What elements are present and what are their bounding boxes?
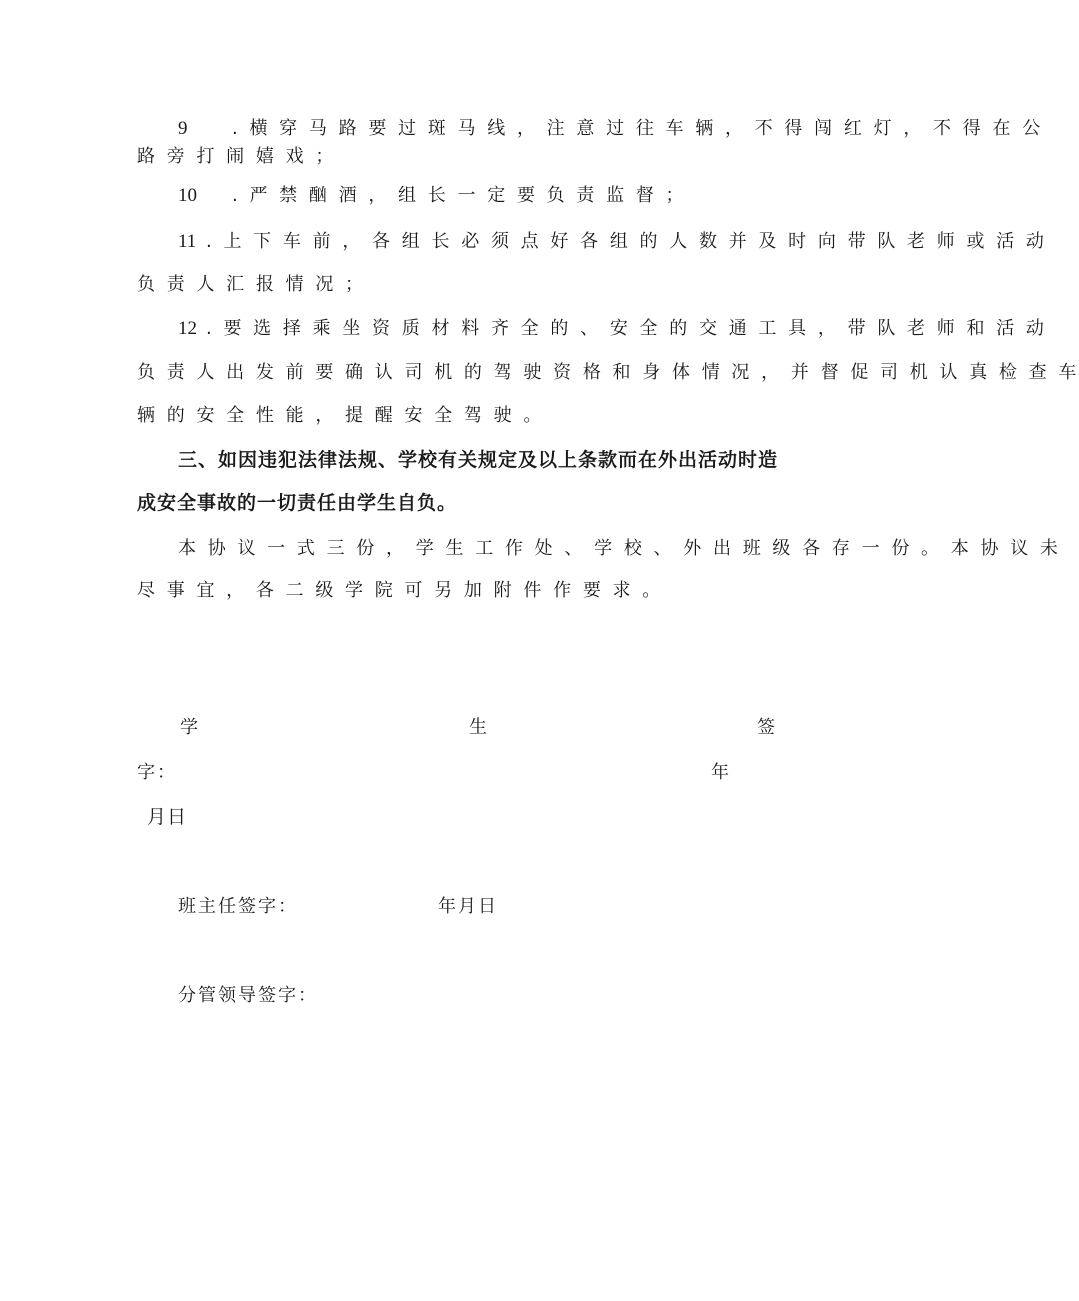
student-sign-char-1: 学 bbox=[180, 717, 200, 738]
head-teacher-sign-date: 年月日 bbox=[438, 896, 498, 917]
item-9-line-2: 路 旁 打 闹 嬉 戏 ； bbox=[137, 146, 337, 167]
item-10-line-1: . 严 禁 酗 酒 ， 组 长 一 定 要 负 责 监 督 ； bbox=[232, 185, 687, 206]
item-10-number: 10 bbox=[178, 185, 197, 206]
agreement-line-1: 本 协 议 一 式 三 份 ， 学 生 工 作 处 、 学 校 、 外 出 班 级 各 存 一 份 。 本 协 议 未 bbox=[178, 538, 1061, 559]
student-sign-char-2: 生 bbox=[469, 717, 489, 738]
item-11-line-2: 负 责 人 汇 报 情 况 ； bbox=[137, 274, 367, 295]
leader-sign-label: 分管领导签字： bbox=[178, 985, 318, 1006]
agreement-line-2: 尽 事 宜 ， 各 二 级 学 院 可 另 加 附 件 作 要 求 。 bbox=[137, 580, 664, 601]
student-sign-tail: 字： bbox=[137, 762, 177, 783]
student-sign-char-3: 签 bbox=[757, 717, 777, 738]
student-sign-month-day: 月日 bbox=[147, 806, 188, 828]
head-teacher-sign-label: 班主任签字： bbox=[178, 896, 298, 917]
item-12-line-3: 辆 的 安 全 性 能 ， 提 醒 安 全 驾 驶 。 bbox=[137, 405, 545, 426]
student-sign-year: 年 bbox=[711, 762, 731, 783]
item-11-number: 11 bbox=[178, 231, 197, 252]
item-12-number: 12 bbox=[178, 318, 197, 339]
item-9-number: 9 bbox=[178, 118, 188, 139]
item-12-line-1: . 要 选 择 乘 坐 资 质 材 料 齐 全 的 、 安 全 的 交 通 工 具 ， 带 队 老 师 和 活 动 bbox=[206, 318, 1047, 339]
item-11-line-1: . 上 下 车 前 ， 各 组 长 必 须 点 好 各 组 的 人 数 并 及 时 向 带 队 老 师 或 活 动 bbox=[206, 231, 1047, 252]
section-three-line-1: 三、如因违犯法律法规、学校有关规定及以上条款而在外出活动时造 bbox=[178, 449, 779, 471]
item-12-line-2: 负 责 人 出 发 前 要 确 认 司 机 的 驾 驶 资 格 和 身 体 情 况 ， 并 督 促 司 机 认 真 检 查 车 bbox=[137, 362, 1079, 383]
section-three-line-2: 成安全事故的一切责任由学生自负。 bbox=[137, 492, 458, 514]
item-9-line-1: . 横 穿 马 路 要 过 斑 马 线 ， 注 意 过 往 车 辆 ， 不 得 闯 红 灯 ， 不 得 在 公 bbox=[232, 118, 1044, 139]
